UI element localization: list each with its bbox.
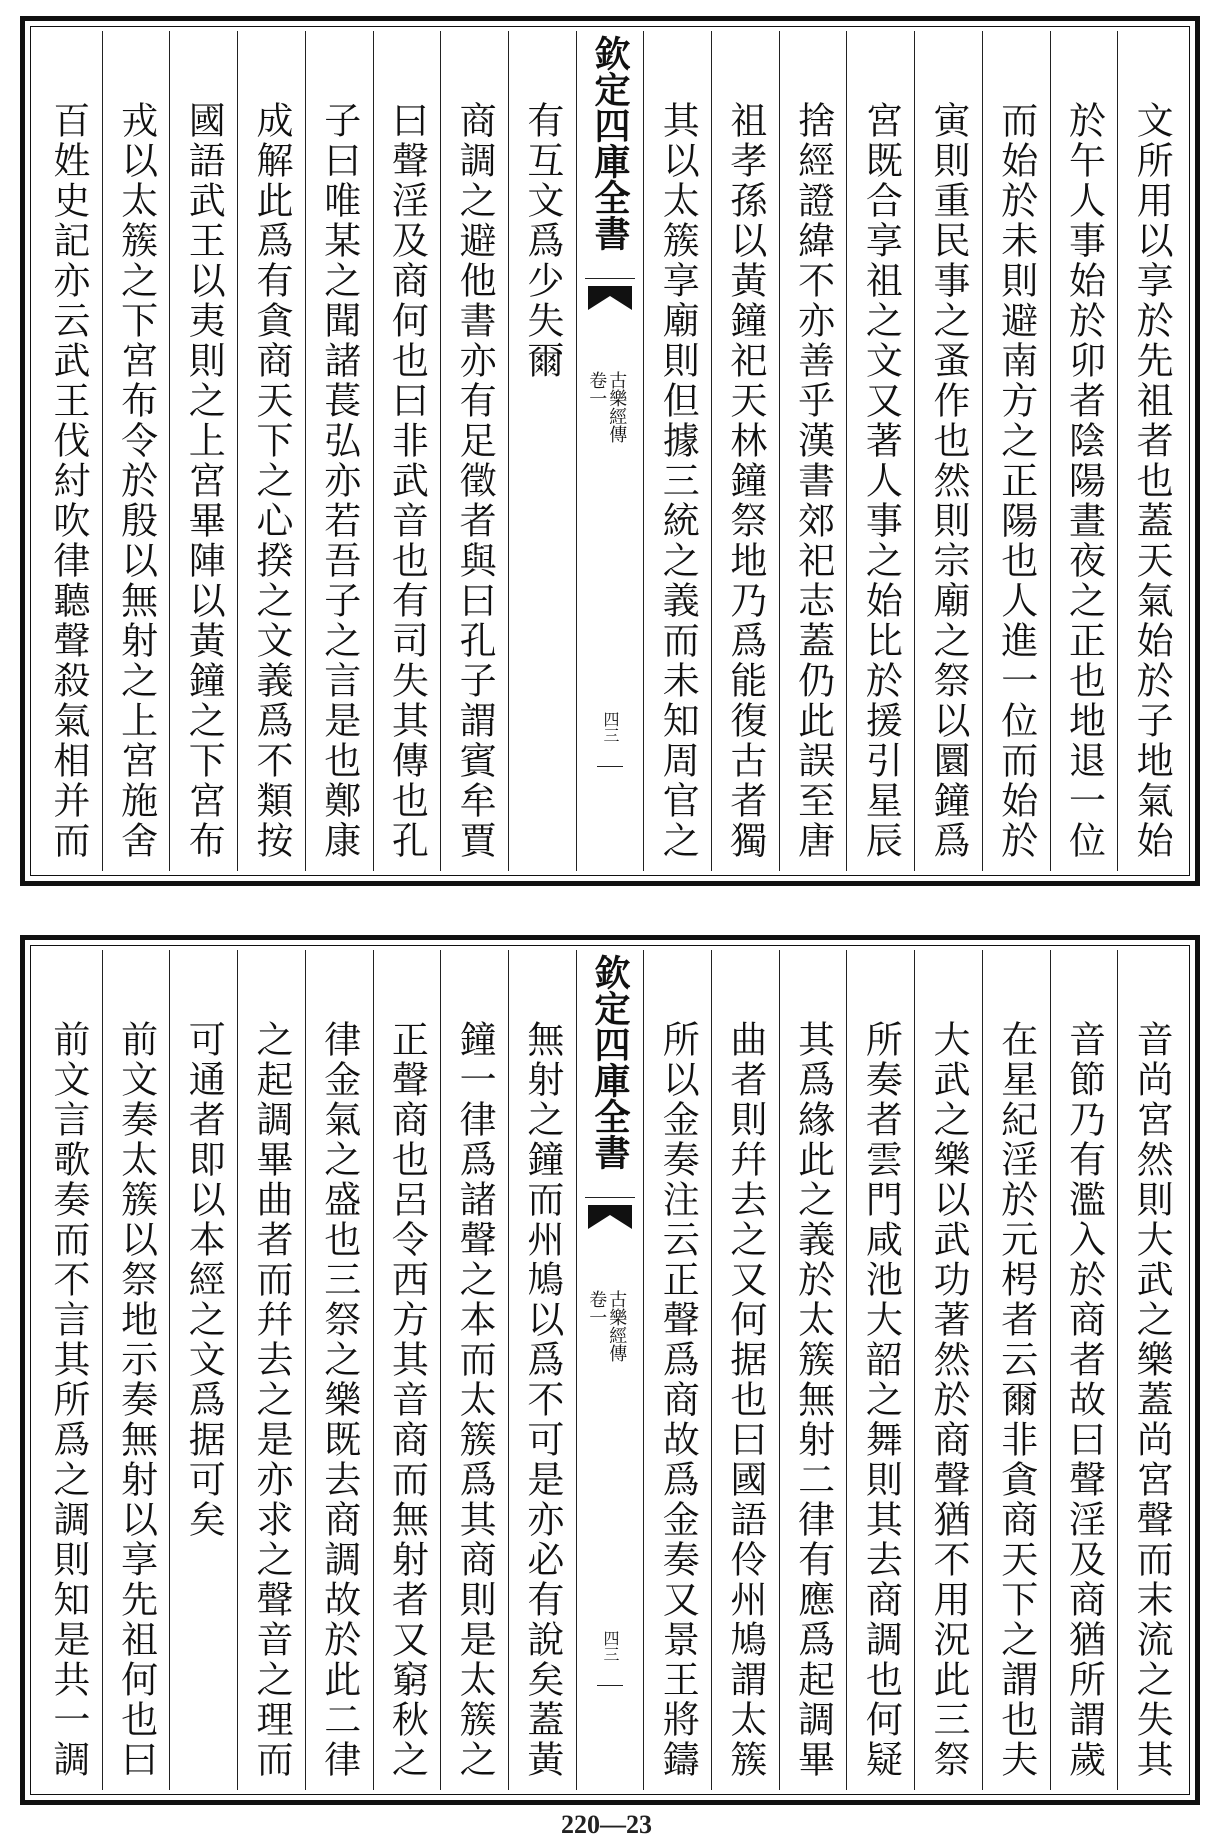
column-text: 鐘一律爲諸聲之本而太簇爲其商則是太簇之 (453, 1020, 497, 1780)
folio-number: 四三 (601, 1630, 621, 1662)
text-column (643, 31, 711, 871)
text-column (914, 950, 982, 1790)
section-label (586, 1290, 628, 1362)
text-column (711, 31, 779, 871)
column-text: 曲者則幷去之又何据也曰國語伶州鳩謂太簇 (723, 1020, 767, 1780)
column-text: 正聲商也呂令西方其音商而無射者又窮秋之 (385, 1020, 429, 1780)
text-column (846, 950, 914, 1790)
text-column (373, 31, 441, 871)
column-text: 文所用以享於先祖者也蓋天氣始於子地氣始 (1130, 101, 1174, 861)
text-column (102, 31, 170, 871)
page-number: 220—23 (561, 1810, 652, 1839)
column-text: 於午人事始於卯者陰陽晝夜之正也地退一位 (1062, 101, 1106, 861)
center-fold (576, 31, 644, 871)
column-text: 寅則重民事之蚤作也然則宗廟之祭以圜鐘爲 (927, 101, 971, 861)
bottom-page-columns (35, 950, 1185, 1790)
column-text: 無射之鐘而州鳩以爲不可是亦必有說矣蓋黃 (520, 1020, 564, 1780)
text-column (846, 31, 914, 871)
column-text: 在星紀淫於元枵者云爾非貪商天下之謂也夫 (994, 1020, 1038, 1780)
column-text: 前文奏太簇以祭地示奏無射以享先祖何也曰 (114, 1020, 158, 1780)
text-column (982, 950, 1050, 1790)
column-text: 其以太簇享廟則但據三統之義而未知周官之 (656, 101, 700, 861)
column-text: 音節乃有濫入於商者故曰聲淫及商猶所謂歲 (1062, 1020, 1106, 1780)
text-column (440, 950, 508, 1790)
column-text: 律金氣之盛也三祭之樂既去商調故於此二律 (317, 1020, 361, 1780)
text-column (508, 31, 576, 871)
top-page (20, 16, 1200, 886)
column-text: 百姓史記亦云武王伐紂吹律聽聲殺氣相并而 (46, 101, 90, 861)
text-column (643, 950, 711, 1790)
text-column (440, 31, 508, 871)
book-title: 欽定四庫全書 (589, 35, 632, 251)
text-column (305, 950, 373, 1790)
text-column (914, 31, 982, 871)
text-column (169, 950, 237, 1790)
text-column (779, 950, 847, 1790)
column-text: 而始於未則避南方之正陽也人進一位而始於 (994, 101, 1038, 861)
section-volume: 卷一 (586, 371, 608, 407)
column-text: 之起調畢曲者而幷去之是亦求之聲音之理而 (250, 1020, 293, 1780)
text-column (779, 31, 847, 871)
section-label (586, 371, 628, 443)
column-text: 成解此爲有貪商天下之心揆之文義爲不類按 (250, 101, 293, 861)
text-column (237, 31, 305, 871)
text-column (35, 31, 102, 871)
column-text: 國語武王以夷則之上宮畢陣以黃鐘之下宮布 (182, 101, 226, 861)
section-book-name: 古樂經傳 (606, 371, 628, 443)
text-column (305, 31, 373, 871)
column-text: 大武之樂以武功著然於商聲猶不用況此三祭 (927, 1020, 971, 1780)
column-text: 捨經證緯不亦善乎漢書郊祀志蓋仍此誤至唐 (791, 101, 835, 861)
column-text: 曰聲淫及商何也曰非武音也有司失其傳也孔 (385, 101, 429, 861)
title-divider (585, 1197, 636, 1198)
column-text: 宮既合享祖之文又著人事之始比於援引星辰 (859, 101, 903, 861)
column-text: 前文言歌奏而不言其所爲之調則知是共一調 (46, 1020, 90, 1780)
text-column (1117, 31, 1185, 871)
fishtail-mark-icon (588, 1205, 632, 1229)
section-book-name: 古樂經傳 (606, 1290, 628, 1362)
text-column (982, 31, 1050, 871)
center-fold (576, 950, 644, 1790)
column-text: 其爲緣此之義於太簇無射二律有應爲起調畢 (791, 1020, 835, 1780)
text-column (508, 950, 576, 1790)
book-title: 欽定四庫全書 (589, 954, 632, 1170)
text-column (1050, 31, 1118, 871)
text-column (102, 950, 170, 1790)
text-column (237, 950, 305, 1790)
section-volume: 卷一 (586, 1290, 608, 1326)
top-page-columns (35, 31, 1185, 871)
column-text: 戎以太簇之下宮布令於殷以無射之上宮施舍 (114, 101, 158, 861)
text-column (169, 31, 237, 871)
column-text: 有互文爲少失爾 (520, 101, 564, 381)
text-column (373, 950, 441, 1790)
text-column (35, 950, 102, 1790)
text-column (711, 950, 779, 1790)
column-text: 所以金奏注云正聲爲商故爲金奏又景王將鑄 (656, 1020, 700, 1780)
column-text: 子曰唯某之聞諸萇弘亦若吾子之言是也鄭康 (317, 101, 361, 861)
column-text: 可通者即以本經之文爲据可矣 (182, 1020, 226, 1540)
folio-divider (597, 1685, 624, 1686)
column-text: 商調之避他書亦有足徵者與曰孔子謂賓牟賈 (453, 101, 497, 861)
bottom-page (20, 935, 1200, 1805)
column-text: 祖孝孫以黃鐘祀天林鐘祭地乃爲能復古者獨 (723, 101, 767, 861)
folio-number: 四三 (601, 711, 621, 743)
text-column (1117, 950, 1185, 1790)
text-column (1050, 950, 1118, 1790)
column-text: 所奏者雲門咸池大韶之舞則其去商調也何疑 (859, 1020, 903, 1780)
folio-divider (597, 766, 624, 767)
title-divider (585, 278, 636, 279)
fishtail-mark-icon (588, 286, 632, 310)
column-text: 音尚宮然則大武之樂蓋尚宮聲而末流之失其 (1130, 1020, 1174, 1780)
